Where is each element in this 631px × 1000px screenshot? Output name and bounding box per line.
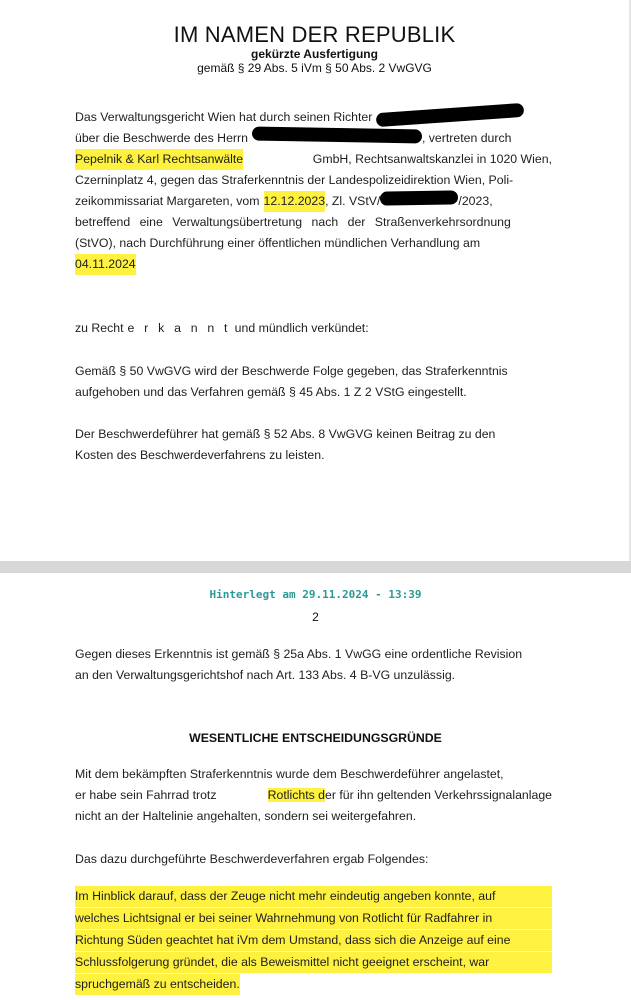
highlighted-date: 04.11.2024 bbox=[75, 254, 136, 275]
text-segment: zu Recht bbox=[75, 321, 124, 335]
redaction-mark bbox=[376, 103, 525, 127]
text-line bbox=[75, 107, 552, 128]
intro-paragraph bbox=[75, 107, 552, 275]
text-line: Gegen dieses Erkenntnis ist gemäß § 25a Abs. 1 VwGG eine ordentliche Revision bbox=[75, 647, 523, 661]
highlighted-law-firm: Pepelnik & Karl Rechtsanwälte bbox=[75, 149, 243, 170]
text-line bbox=[75, 128, 552, 149]
text-line: Mit dem bekämpften Straferkenntnis wurde dem Beschwerdeführer angelastet, bbox=[75, 767, 504, 781]
text-segment: , vertreten durch bbox=[421, 131, 512, 145]
highlighted-line: Im Hinblick darauf, dass der Zeuge nicht mehr eindeutig angeben konnte, auf bbox=[75, 886, 552, 907]
verdict-word: e r k a n n t bbox=[127, 321, 231, 335]
text-line: Gemäß § 50 VwGVG wird der Beschwerde Folge gegeben, das Straferkenntnis bbox=[75, 364, 508, 378]
highlighted-line: spruchgemäß zu entscheiden. bbox=[75, 974, 240, 995]
text-line bbox=[75, 191, 552, 212]
document-title: IM NAMEN DER REPUBLIK bbox=[173, 22, 456, 47]
text-segment: GmbH, Rechtsanwaltskanzlei in 1020 Wien, bbox=[312, 152, 552, 166]
highlighted-red-light: Rotlichts d bbox=[267, 788, 326, 802]
legal-basis: gemäß § 29 Abs. 5 iVm § 50 Abs. 2 VwGVG bbox=[197, 61, 432, 75]
highlighted-line: Schlussfolgerung gründet, die als Beweismittel nicht geeignet erscheint, war bbox=[75, 952, 552, 973]
section-heading: WESENTLICHE ENTSCHEIDUNGSGRÜNDE bbox=[189, 731, 442, 745]
redaction-mark bbox=[380, 190, 458, 205]
text-line: Kosten des Beschwerdeverfahrens zu leisten. bbox=[75, 448, 325, 462]
highlighted-line: welches Lichtsignal er bei seiner Wahrnehmung von Rotlicht für Radfahrer in bbox=[75, 908, 552, 929]
costs-paragraph bbox=[75, 424, 552, 466]
text-segment: er für ihn geltenden Verkehrssignalanlage bbox=[325, 788, 552, 802]
text-line: aufgehoben und das Verfahren gemäß § 45 Abs. 1 Z 2 VStG eingestellt. bbox=[75, 385, 467, 399]
document-page-2 bbox=[0, 573, 631, 1000]
conclusion-paragraph bbox=[75, 886, 552, 996]
text-segment: und mündlich verkündet: bbox=[234, 321, 369, 335]
text-segment: Das Verwaltungsgericht Wien hat durch seinen Richter bbox=[75, 110, 373, 124]
highlighted-date: 12.12.2023 bbox=[264, 191, 326, 212]
page-number: 2 bbox=[312, 610, 319, 624]
filing-stamp: Hinterlegt am 29.11.2024 - 13:39 bbox=[209, 588, 422, 601]
procedure-line bbox=[75, 849, 552, 870]
text-segment: er habe sein Fahrrad trotz bbox=[75, 788, 217, 802]
text-line bbox=[75, 254, 552, 275]
text-line: nicht an der Haltelinie angehalten, sondern sei weitergefahren. bbox=[75, 809, 417, 823]
text-line: an den Verwaltungsgerichtshof nach Art. 133 Abs. 4 B-VG unzulässig. bbox=[75, 668, 456, 682]
text-segment: zeikommissariat Margareten, vom bbox=[75, 194, 260, 208]
text-line: Das dazu durchgeführte Beschwerdeverfahren ergab Folgendes: bbox=[75, 852, 429, 866]
reasons-paragraph bbox=[75, 764, 552, 827]
text-line: (StVO), nach Durchführung einer öffentlichen mündlichen Verhandlung am bbox=[75, 236, 481, 250]
verdict-line bbox=[75, 318, 552, 339]
text-segment: , Zl. VStV/ bbox=[325, 194, 381, 208]
text-line: Czerninplatz 4, gegen das Straferkenntnis der Landespolizeidirektion Wien, Poli- bbox=[75, 173, 514, 187]
text-line bbox=[75, 149, 552, 170]
revision-paragraph bbox=[75, 644, 552, 686]
redaction-mark bbox=[252, 127, 422, 144]
highlighted-line: Richtung Süden geachtet hat iVm dem Umstand, dass sich die Anzeige auf eine bbox=[75, 930, 552, 951]
text-segment: /2023, bbox=[458, 194, 493, 208]
text-line bbox=[75, 785, 552, 806]
text-segment: über die Beschwerde des Herrn bbox=[75, 131, 248, 145]
document-subtitle: gekürzte Ausfertigung bbox=[251, 47, 378, 61]
ruling-paragraph bbox=[75, 361, 552, 403]
text-line: betreffend eine Verwaltungsübertretung nach der Straßenverkehrsordnung bbox=[75, 215, 511, 229]
text-line: Der Beschwerdeführer hat gemäß § 52 Abs. 8 VwGVG keinen Beitrag zu den bbox=[75, 427, 496, 441]
